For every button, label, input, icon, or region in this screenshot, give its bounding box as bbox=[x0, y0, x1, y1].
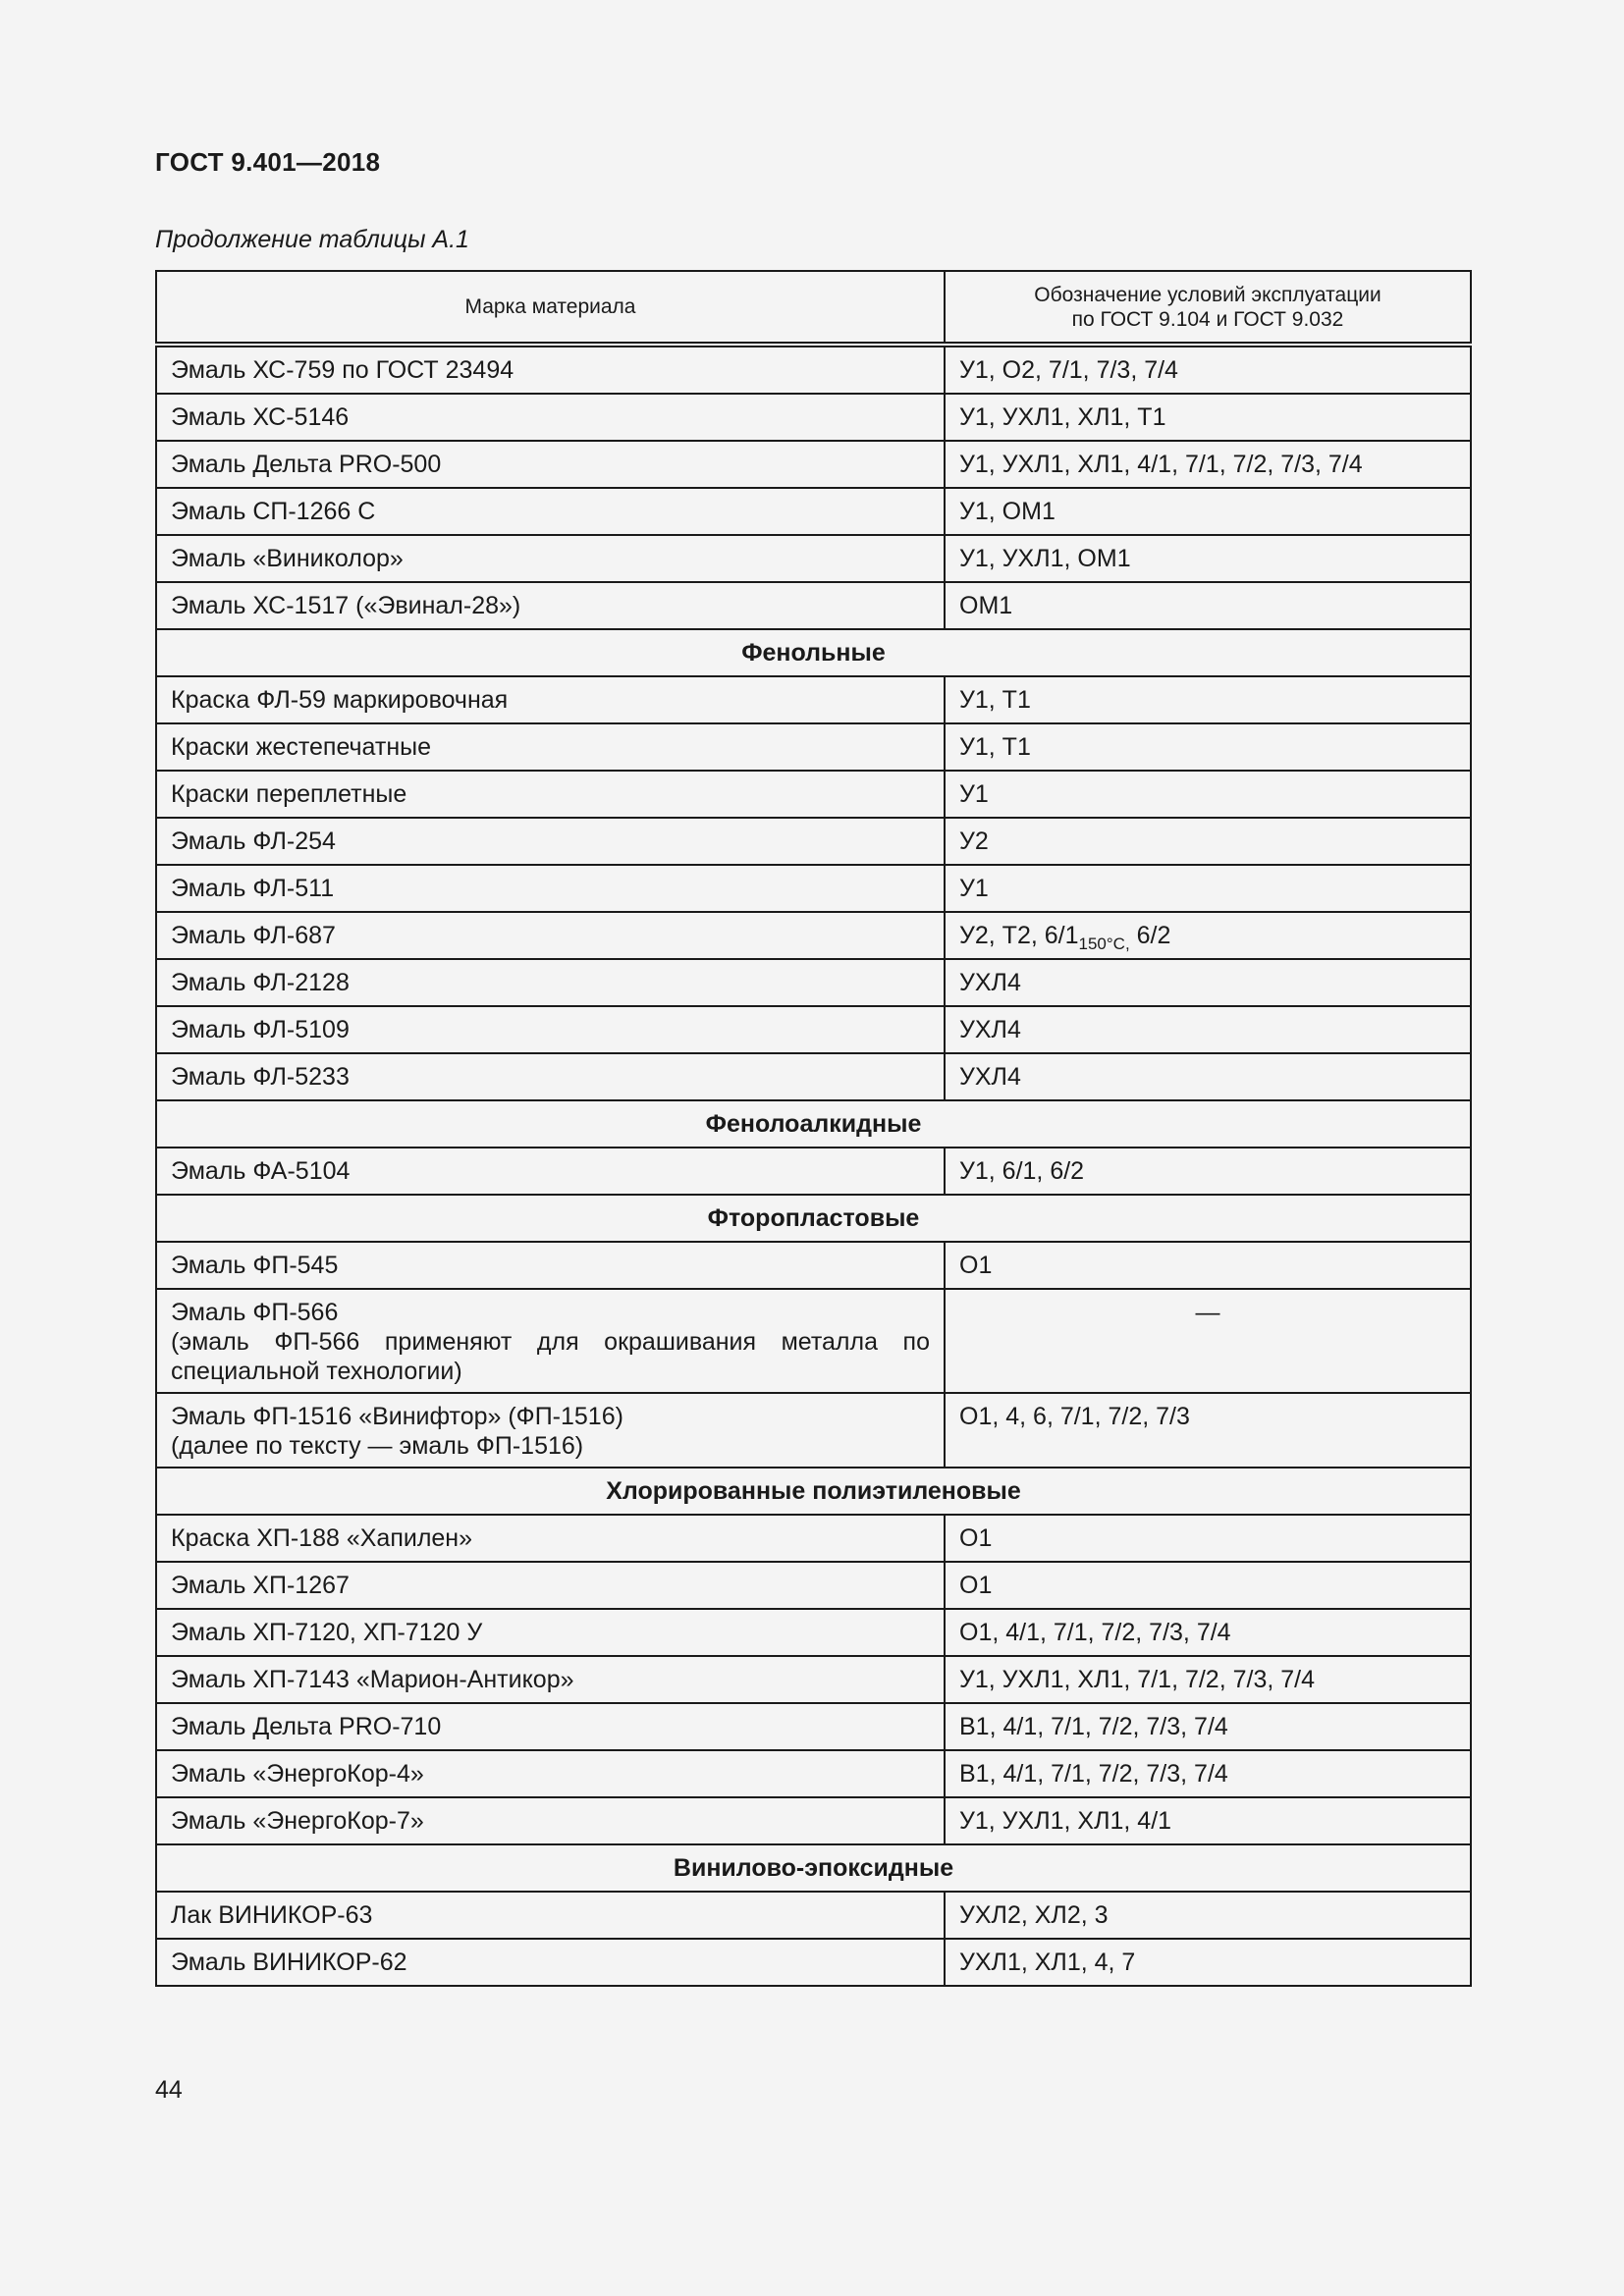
material-cell: Эмаль ХП-1267 bbox=[156, 1562, 945, 1609]
material-cell: Эмаль ФА-5104 bbox=[156, 1148, 945, 1195]
material-cell: Эмаль «ЭнергоКор-4» bbox=[156, 1750, 945, 1797]
material-cell: Краски жестепечатные bbox=[156, 723, 945, 771]
column-header-conditions bbox=[945, 271, 1471, 345]
table-row bbox=[156, 1393, 1471, 1468]
material-cell: Краски переплетные bbox=[156, 771, 945, 818]
material-cell bbox=[156, 1289, 945, 1393]
table-row bbox=[156, 1892, 1471, 1939]
material-cell: Лак ВИНИКОР-63 bbox=[156, 1892, 945, 1939]
column-header-material: Марка материала bbox=[156, 271, 945, 345]
conditions-cell: У1, Т1 bbox=[945, 723, 1471, 771]
table-row bbox=[156, 1289, 1471, 1393]
section-heading-phenolalkyd: Фенолоалкидные bbox=[156, 1100, 1471, 1148]
conditions-cell: О1, 4, 6, 7/1, 7/2, 7/3 bbox=[945, 1393, 1471, 1468]
conditions-cell: У1, ОМ1 bbox=[945, 488, 1471, 535]
table-row bbox=[156, 1053, 1471, 1100]
material-cell: Эмаль «Виниколор» bbox=[156, 535, 945, 582]
material-name: Эмаль ФП-1516 «Винифтор» (ФП-1516) bbox=[171, 1403, 623, 1430]
conditions-cell: У1, Т1 bbox=[945, 676, 1471, 723]
table-row bbox=[156, 1750, 1471, 1797]
conditions-cell: О1 bbox=[945, 1562, 1471, 1609]
material-cell: Эмаль Дельта PRO-710 bbox=[156, 1703, 945, 1750]
section-row bbox=[156, 629, 1471, 676]
table-row bbox=[156, 1939, 1471, 1986]
material-cell bbox=[156, 1393, 945, 1468]
conditions-cell bbox=[945, 912, 1471, 959]
material-name: Эмаль ФП-566 bbox=[171, 1299, 339, 1326]
conditions-cell: О1, 4/1, 7/1, 7/2, 7/3, 7/4 bbox=[945, 1609, 1471, 1656]
column-header-conditions-line1: Обозначение условий эксплуатации bbox=[1034, 283, 1381, 306]
material-note: (эмаль ФП-566 применяют для окрашивания металла по специальной технологии) bbox=[171, 1328, 930, 1385]
conditions-cell: УХЛ2, ХЛ2, 3 bbox=[945, 1892, 1471, 1939]
material-cell: Эмаль ФЛ-2128 bbox=[156, 959, 945, 1006]
table-row bbox=[156, 535, 1471, 582]
section-heading-fluoro: Фторопластовые bbox=[156, 1195, 1471, 1242]
conditions-cell: УХЛ4 bbox=[945, 1006, 1471, 1053]
table-row bbox=[156, 1609, 1471, 1656]
page-number: 44 bbox=[155, 2076, 183, 2104]
conditions-cell: — bbox=[945, 1289, 1471, 1393]
table-row bbox=[156, 959, 1471, 1006]
material-cell: Эмаль ФЛ-254 bbox=[156, 818, 945, 865]
section-heading-phenol: Фенольные bbox=[156, 629, 1471, 676]
conditions-cell: У2 bbox=[945, 818, 1471, 865]
conditions-tail: 6/2 bbox=[1129, 922, 1171, 949]
material-cell: Эмаль ФЛ-5109 bbox=[156, 1006, 945, 1053]
material-cell: Краска ХП-188 «Хапилен» bbox=[156, 1515, 945, 1562]
section-heading-vinylepoxy: Винилово-эпоксидные bbox=[156, 1844, 1471, 1892]
material-cell: Эмаль ХП-7120, ХП-7120 У bbox=[156, 1609, 945, 1656]
table-row bbox=[156, 345, 1471, 394]
table-row bbox=[156, 1656, 1471, 1703]
material-cell: Эмаль ФЛ-5233 bbox=[156, 1053, 945, 1100]
conditions-cell: У1, УХЛ1, ХЛ1, 7/1, 7/2, 7/3, 7/4 bbox=[945, 1656, 1471, 1703]
conditions-cell: УХЛ1, ХЛ1, 4, 7 bbox=[945, 1939, 1471, 1986]
material-cell: Краска ФЛ-59 маркировочная bbox=[156, 676, 945, 723]
table-header-row bbox=[156, 271, 1471, 345]
section-heading-chlorinated: Хлорированные полиэтиленовые bbox=[156, 1468, 1471, 1515]
conditions-cell: УХЛ4 bbox=[945, 959, 1471, 1006]
column-header-conditions-line2: по ГОСТ 9.104 и ГОСТ 9.032 bbox=[1071, 307, 1344, 331]
table-row bbox=[156, 1148, 1471, 1195]
section-row bbox=[156, 1468, 1471, 1515]
table-row bbox=[156, 1703, 1471, 1750]
conditions-cell: О1 bbox=[945, 1242, 1471, 1289]
materials-table bbox=[155, 270, 1470, 1987]
conditions-cell: УХЛ4 bbox=[945, 1053, 1471, 1100]
table-row bbox=[156, 865, 1471, 912]
material-cell: Эмаль ВИНИКОР-62 bbox=[156, 1939, 945, 1986]
conditions-cell: У1, УХЛ1, ХЛ1, Т1 bbox=[945, 394, 1471, 441]
material-cell: Эмаль ФП-545 bbox=[156, 1242, 945, 1289]
material-cell: Эмаль ХС-759 по ГОСТ 23494 bbox=[156, 345, 945, 394]
table-caption: Продолжение таблицы А.1 bbox=[155, 226, 469, 253]
section-row bbox=[156, 1100, 1471, 1148]
conditions-main: У2, Т2, 6/1 bbox=[959, 922, 1079, 949]
table-row bbox=[156, 771, 1471, 818]
table-row bbox=[156, 1797, 1471, 1844]
table-row bbox=[156, 1242, 1471, 1289]
table-row bbox=[156, 1515, 1471, 1562]
conditions-cell: О1 bbox=[945, 1515, 1471, 1562]
table-row bbox=[156, 441, 1471, 488]
conditions-cell: У1, О2, 7/1, 7/3, 7/4 bbox=[945, 345, 1471, 394]
conditions-cell: У1, УХЛ1, ОМ1 bbox=[945, 535, 1471, 582]
table-row bbox=[156, 912, 1471, 959]
table-row bbox=[156, 676, 1471, 723]
conditions-cell: У1, УХЛ1, ХЛ1, 4/1, 7/1, 7/2, 7/3, 7/4 bbox=[945, 441, 1471, 488]
conditions-cell: У1, 6/1, 6/2 bbox=[945, 1148, 1471, 1195]
section-row bbox=[156, 1195, 1471, 1242]
document-code: ГОСТ 9.401—2018 bbox=[155, 147, 381, 177]
table-row bbox=[156, 394, 1471, 441]
table-row bbox=[156, 818, 1471, 865]
section-row bbox=[156, 1844, 1471, 1892]
table-row bbox=[156, 488, 1471, 535]
table-row bbox=[156, 1006, 1471, 1053]
material-cell: Эмаль ХС-5146 bbox=[156, 394, 945, 441]
material-cell: Эмаль ХС-1517 («Эвинал-28») bbox=[156, 582, 945, 629]
material-cell: Эмаль «ЭнергоКор-7» bbox=[156, 1797, 945, 1844]
conditions-cell: ОМ1 bbox=[945, 582, 1471, 629]
material-cell: Эмаль СП-1266 С bbox=[156, 488, 945, 535]
material-cell: Эмаль ХП-7143 «Марион-Антикор» bbox=[156, 1656, 945, 1703]
material-cell: Эмаль ФЛ-511 bbox=[156, 865, 945, 912]
material-cell: Эмаль ФЛ-687 bbox=[156, 912, 945, 959]
conditions-cell: В1, 4/1, 7/1, 7/2, 7/3, 7/4 bbox=[945, 1703, 1471, 1750]
table-row bbox=[156, 582, 1471, 629]
conditions-cell: У1, УХЛ1, ХЛ1, 4/1 bbox=[945, 1797, 1471, 1844]
material-cell: Эмаль Дельта PRO-500 bbox=[156, 441, 945, 488]
conditions-cell: У1 bbox=[945, 865, 1471, 912]
conditions-subscript: 150°С, bbox=[1078, 934, 1130, 953]
table-row bbox=[156, 1562, 1471, 1609]
material-note: (далее по тексту — эмаль ФП-1516) bbox=[171, 1432, 584, 1460]
table-row bbox=[156, 723, 1471, 771]
conditions-cell: В1, 4/1, 7/1, 7/2, 7/3, 7/4 bbox=[945, 1750, 1471, 1797]
conditions-cell: У1 bbox=[945, 771, 1471, 818]
